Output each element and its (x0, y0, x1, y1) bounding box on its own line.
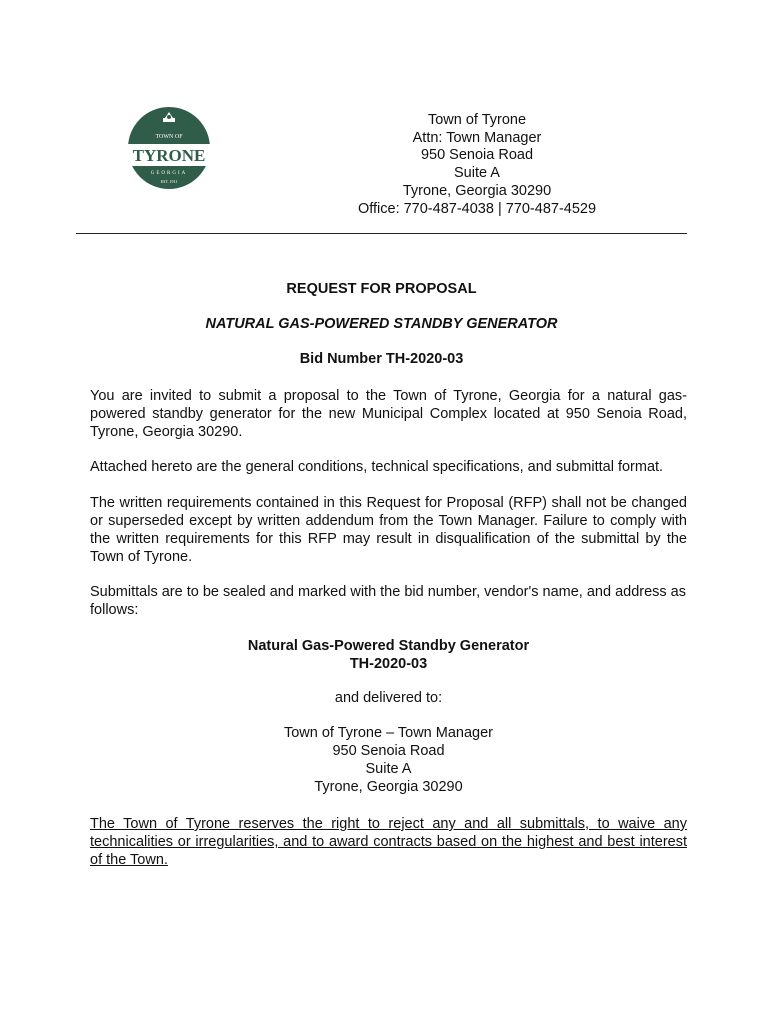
delivered-to-label: and delivered to: (334, 690, 443, 706)
header-address (300, 112, 654, 218)
header-line: 950 Senoia Road (420, 147, 534, 164)
bid-number: Bid Number TH-2020-03 (299, 351, 464, 367)
submittal-marking (90, 637, 687, 673)
header-line: Town of Tyrone (427, 112, 527, 128)
header-line: Suite A (454, 165, 500, 182)
document-title: REQUEST FOR PROPOSAL (286, 281, 477, 297)
invitation-paragraph: You are invited to submit a proposal to the Town of Tyrone, Georgia for a natural gas-powered standby generator for the new Municipal Complex located at 950 Senoia Road, Tyrone, Georgia 30290. (90, 388, 687, 440)
logo-est-text: EST. 1911 (160, 179, 178, 184)
delivery-address-line: 950 Senoia Road (332, 743, 445, 759)
marking-bid-number: TH-2020-03 (349, 656, 428, 672)
header-line: Tyrone, Georgia 30290 (402, 182, 552, 199)
town-of-tyrone-seal-logo (124, 106, 214, 190)
submittals-paragraph: Submittals are to be sealed and marked with the bid number, vendor's name, and address as follows: (90, 584, 687, 618)
logo-tyrone-text: TYRONE (132, 146, 206, 165)
document-subject: NATURAL GAS-POWERED STANDBY GENERATOR (205, 316, 558, 332)
logo-georgia-text: GEORGIA (150, 171, 188, 176)
delivery-address-line: Suite A (365, 761, 412, 777)
delivery-address (90, 724, 687, 796)
requirements-paragraph: The written requirements contained in this Request for Proposal (RFP) shall not be changed or superseded except by written addendum from the Town Manager. Failure to comply with the written requirements for this RFP may result in disqualification of the submittal by the Town of Tyrone. (90, 495, 687, 565)
delivery-address-line: Town of Tyrone – Town Manager (283, 725, 494, 741)
attached-paragraph: Attached hereto are the general conditions, technical specifications, and submittal format. (90, 459, 664, 475)
delivery-address-line: Tyrone, Georgia 30290 (314, 779, 463, 795)
header-line: Office: 770-487-4038 | 770-487-4529 (357, 200, 597, 217)
header-line: Attn: Town Manager (412, 129, 542, 146)
header-divider (76, 233, 687, 234)
marking-title: Natural Gas-Powered Standby Generator (247, 638, 530, 654)
logo-town-of-text: TOWN OF (155, 134, 183, 140)
reservation-paragraph: The Town of Tyrone reserves the right to reject any and all submittals, to waive any technicalities or irregularities, and to award contracts based on the highest and best interest of the Town. (90, 816, 687, 868)
